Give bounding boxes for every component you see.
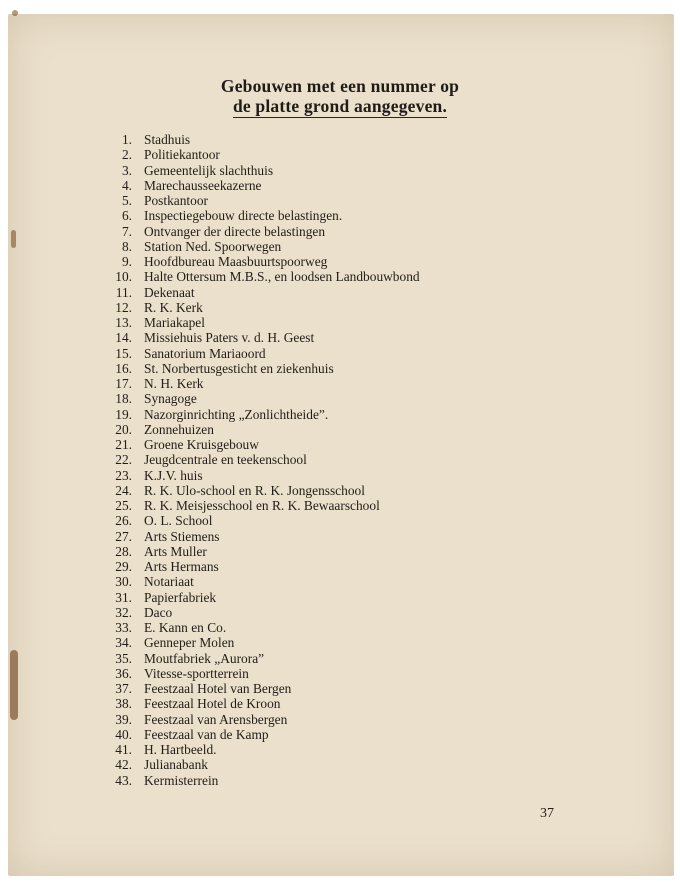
list-item (100, 483, 420, 498)
item-name: Moutfabriek „Aurora” (144, 650, 265, 666)
item-number: 42. (115, 757, 132, 773)
list-item (100, 269, 420, 284)
list-item (100, 727, 420, 742)
list-item (100, 651, 420, 666)
edge-stain (10, 650, 18, 720)
list-item (100, 559, 420, 574)
list-item (100, 468, 420, 483)
list-item (100, 696, 420, 711)
item-number: 28. (115, 543, 132, 559)
item-name: Feestzaal van de Kamp (144, 726, 269, 742)
item-name: O. L. School (144, 513, 213, 529)
item-name: Arts Muller (144, 543, 207, 559)
item-number: 17. (115, 376, 132, 391)
item-name: Stadhuis (144, 132, 191, 147)
item-name: Ontvanger der directe belastingen (144, 223, 326, 239)
item-name: N. H. Kerk (144, 376, 204, 391)
item-name: Zonnehuizen (144, 421, 214, 437)
list-item (100, 635, 420, 650)
item-name: Papierfabriek (144, 589, 217, 605)
item-number: 32. (115, 604, 132, 620)
item-name: Jeugdcentrale en teekenschool (144, 452, 307, 468)
item-number: 30. (115, 574, 132, 590)
item-name: Station Ned. Spoorwegen (144, 238, 282, 254)
list-item (100, 422, 420, 437)
item-name: Gemeentelijk slachthuis (144, 162, 274, 178)
list-item (100, 712, 420, 727)
list-item (100, 178, 420, 193)
item-number: 4. (121, 177, 132, 193)
list-item (100, 330, 420, 345)
list-item (100, 590, 420, 605)
item-name: Feestzaal Hotel van Bergen (144, 681, 292, 696)
title-line-1: Gebouwen met een nummer op (220, 76, 460, 96)
item-name: Groene Kruisgebouw (144, 437, 259, 452)
title-line-2: de platte grond aangegeven. (232, 96, 448, 116)
list-item (100, 391, 420, 406)
list-item (100, 773, 420, 788)
item-name: Vitesse-sportterrein (144, 665, 249, 681)
item-name: Postkantoor (144, 193, 208, 208)
list-item (100, 300, 420, 315)
item-number: 24. (115, 482, 132, 498)
item-name: K.J.V. huis (144, 467, 203, 483)
item-number: 27. (115, 528, 132, 544)
list-item (100, 407, 420, 422)
item-number: 23. (115, 467, 132, 483)
item-number: 38. (115, 696, 132, 712)
item-number: 19. (115, 406, 132, 422)
list-item (100, 757, 420, 772)
list-item (100, 254, 420, 269)
item-name: R. K. Ulo-school en R. K. Jongensschool (144, 482, 365, 498)
item-name: Julianabank (144, 757, 208, 773)
item-number: 20. (115, 421, 132, 437)
item-name: Halte Ottersum M.B.S., en loodsen Landbouwbond (144, 269, 420, 285)
item-number: 18. (115, 391, 132, 407)
item-name: Nazorginrichting „Zonlichtheide”. (144, 406, 329, 422)
list-item (100, 437, 420, 452)
item-number: 37. (115, 681, 132, 696)
list-item (100, 315, 420, 330)
list-item (100, 544, 420, 559)
list-item (100, 498, 420, 513)
item-number: 34. (115, 635, 132, 651)
item-name: Kermisterrein (144, 772, 219, 788)
list-item (100, 239, 420, 254)
item-number: 31. (115, 589, 132, 605)
item-number: 22. (115, 452, 132, 468)
item-number: 15. (115, 345, 132, 361)
item-number: 35. (115, 650, 132, 666)
item-number: 33. (115, 620, 132, 635)
item-number: 2. (121, 147, 132, 163)
list-item (100, 224, 420, 239)
edge-stain (12, 10, 18, 16)
edge-stain (11, 230, 16, 248)
item-name: Politiekantoor (144, 147, 220, 163)
item-name: St. Norbertusgesticht en ziekenhuis (144, 360, 334, 376)
item-number: 43. (115, 772, 132, 788)
item-name: Hoofdbureau Maasbuurtspoorweg (144, 254, 328, 269)
list-item (100, 147, 420, 162)
item-number: 40. (115, 726, 132, 742)
list-item (100, 285, 420, 300)
page-number: 37 (540, 806, 554, 821)
list-item (100, 620, 420, 635)
item-name: R. K. Kerk (144, 299, 203, 315)
item-number: 12. (115, 299, 132, 315)
list-item (100, 666, 420, 681)
item-name: Mariakapel (144, 315, 205, 330)
item-number: 13. (115, 315, 132, 330)
item-name: Arts Stiemens (144, 528, 220, 544)
list-item (100, 742, 420, 757)
item-number: 26. (115, 513, 132, 529)
item-name: Arts Hermans (144, 559, 219, 574)
item-number: 1. (121, 132, 132, 147)
item-number: 9. (121, 254, 132, 269)
item-number: 39. (115, 711, 132, 727)
item-number: 41. (115, 742, 132, 757)
list-item (100, 513, 420, 528)
item-name: Marechausseekazerne (144, 177, 262, 193)
list-item (100, 452, 420, 467)
item-number: 25. (115, 498, 132, 513)
item-number: 8. (121, 238, 132, 254)
item-name: Genneper Molen (144, 635, 235, 651)
item-name: Inspectiegebouw directe belastingen. (144, 208, 343, 224)
list-item (100, 193, 420, 208)
list-item (100, 376, 420, 391)
item-number: 6. (121, 208, 132, 224)
item-number: 5. (121, 193, 132, 208)
list-item (100, 361, 420, 376)
item-name: R. K. Meisjesschool en R. K. Bewaarschool (144, 498, 380, 513)
list-item (100, 529, 420, 544)
item-name: Missiehuis Paters v. d. H. Geest (144, 330, 315, 346)
item-name: Notariaat (144, 574, 194, 590)
list-item (100, 681, 420, 696)
item-name: Synagoge (144, 391, 197, 407)
list-item (100, 605, 420, 620)
item-number: 10. (115, 269, 132, 285)
item-name: H. Hartbeeld. (144, 742, 217, 757)
list-item (100, 132, 420, 147)
item-number: 16. (115, 360, 132, 376)
item-name: Feestzaal van Arensbergen (144, 711, 288, 727)
list-item (100, 163, 420, 178)
item-number: 21. (115, 437, 132, 452)
item-name: Daco (144, 604, 173, 620)
item-name: Sanatorium Mariaoord (144, 345, 266, 361)
list-item (100, 346, 420, 361)
item-name: Feestzaal Hotel de Kroon (144, 696, 281, 712)
page-title (0, 76, 680, 118)
item-name: Dekenaat (144, 284, 195, 300)
building-list (100, 132, 420, 788)
item-number: 7. (121, 223, 132, 239)
item-number: 14. (115, 330, 132, 346)
item-number: 29. (115, 559, 132, 574)
list-item (100, 574, 420, 589)
item-number: 11. (115, 284, 132, 300)
item-number: 3. (121, 162, 132, 178)
list-item (100, 208, 420, 223)
item-name: E. Kann en Co. (144, 620, 227, 635)
item-number: 36. (115, 665, 132, 681)
